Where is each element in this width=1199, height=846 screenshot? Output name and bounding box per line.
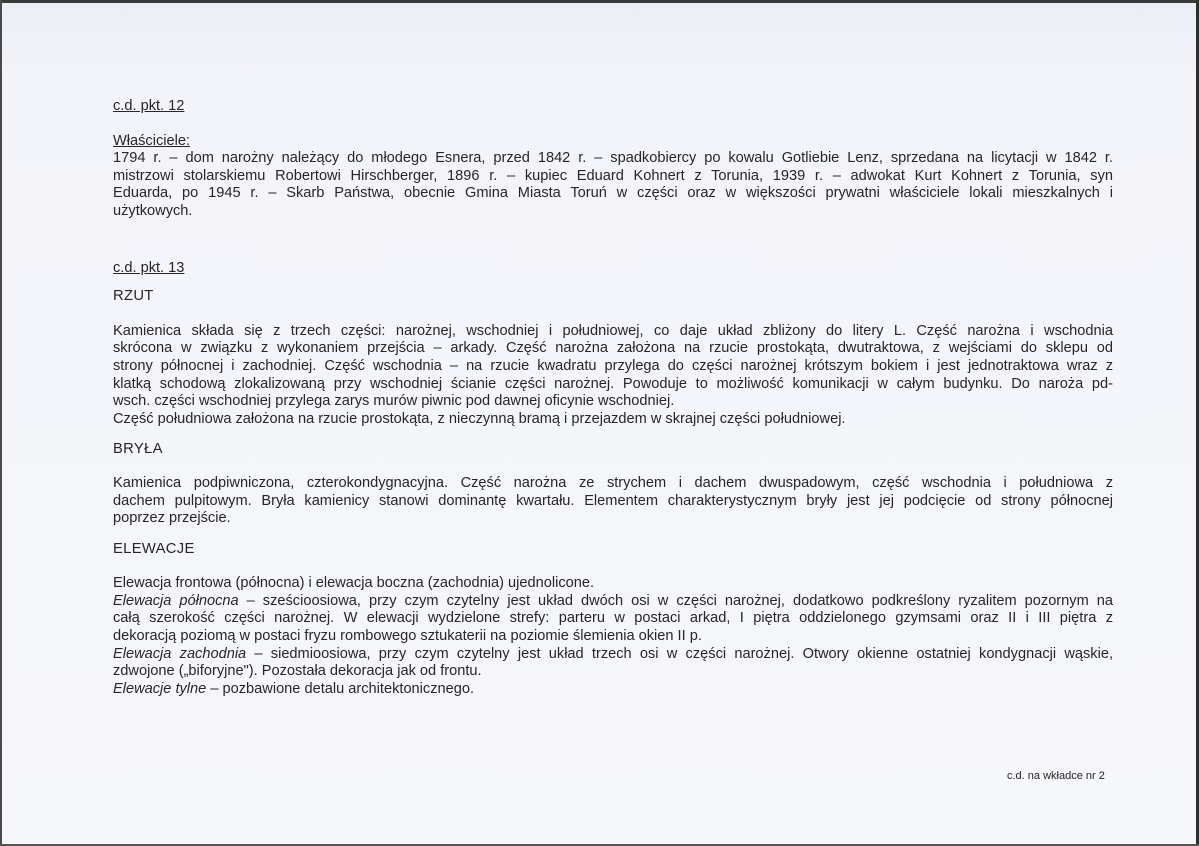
elevation-west-line: zdwojone („biforyjne"). Pozostała dekoracja jak od frontu. bbox=[113, 663, 482, 680]
continuation-note: c.d. na wkładce nr 2 bbox=[1007, 770, 1105, 782]
elevation-west-line bbox=[113, 646, 1113, 664]
bryla-line: Kamienica podpiwniczona, czterokondygnacyjna. Część narożna ze strychem i dachem dwuspadowym, część wschodnia i południowa z bbox=[113, 474, 1113, 491]
owners-line: 1794 r. – dom narożny należący do młodego Esnera, przed 1842 r. – spadkobiercy po kowalu Gotliebie Lenz, sprzedana na licytacji w 1842 r. bbox=[113, 150, 1113, 167]
heading-rzut: RZUT bbox=[113, 288, 154, 305]
owners-line: użytkowych. bbox=[113, 202, 193, 219]
owners-line: mistrzowi stolarskiemu Robertowi Hirschberger, 1896 r. – kupiec Eduard Kohnert z Torunia, 1939 r. – adwokat Kurt Kohnert z Torunia, syn bbox=[113, 167, 1113, 184]
rzut-line: wsch. części wschodniej przylega zarys murów piwnic pod dawnej oficynie wschodniej. bbox=[113, 393, 675, 410]
section-ref-pkt13: c.d. pkt. 13 bbox=[113, 259, 185, 276]
elevation-north-line: dekoracją poziomą w postaci fryzu rombowego sztukaterii na poziomie ślemienia okien II p. bbox=[113, 628, 702, 645]
rzut-line: Kamienica składa się z trzech części: narożnej, wschodniej i południowej, co daje układ zbliżony do litery L. Część narożna i wschodnia bbox=[113, 322, 1113, 339]
rzut-line: klatką schodową zlokalizowaną przy wschodniej ścianie części narożnej. Powoduje to możliwość komunikacji w całym budynku. Do naroża pd- bbox=[113, 375, 1113, 392]
owners-line: Eduarda, po 1945 r. – Skarb Państwa, obecnie Gmina Miasta Toruń w części oraz w większości prywatni właściciele lokali mieszkalnych i bbox=[113, 185, 1113, 202]
elevation-north-line: całą szerokość części narożnej. W elewacji wydzielone strefy: parteru w postaci arkad, I piętra oddzielonego gzymsami oraz II i III piętra z bbox=[113, 610, 1113, 627]
bryla-line: poprzez przejście. bbox=[113, 510, 231, 527]
rzut-line: strony północnej i zachodniej. Część wschodnia – na rzucie kwadratu przylega do części narożnej krótszym bokiem i jest jednotraktowa wraz z bbox=[113, 357, 1113, 374]
elevation-rear-label: Elewacje tylne bbox=[113, 680, 207, 697]
rzut-line: skrócona w związku z wykonaniem przejścia – arkady. Część narożna założona na rzucie prostokąta, dwutraktowa, z wejściami do sklepu od bbox=[113, 340, 1113, 357]
bryla-line: dachem pulpitowym. Bryła kamienicy stanowi dominantę kwartału. Elementem charakterystycznym bryły jest jej podcięcie od strony północnej bbox=[113, 492, 1113, 509]
elevation-north-text: – sześcioosiowa, przy czym czytelny jest układ dwóch osi w części narożnej, dodatkowo podkreślony ryzalitem pozornym na bbox=[238, 592, 1113, 609]
scan-edge-top bbox=[0, 0, 1199, 3]
document-body bbox=[113, 98, 1113, 698]
heading-elewacje: ELEWACJE bbox=[113, 540, 195, 557]
elevation-west-text: – siedmioosiowa, przy czym czytelny jest układ trzech osi w części narożnej. Otwory okienne ostatniej kondygnacji wąskie, bbox=[246, 645, 1113, 662]
elevation-rear-text: – pozbawione detalu architektonicznego. bbox=[206, 680, 475, 697]
elevation-north-line bbox=[113, 593, 1113, 611]
owners-label: Właściciele: bbox=[113, 132, 191, 149]
elewacje-intro: Elewacja frontowa (północna) i elewacja boczna (zachodnia) ujednolicone. bbox=[113, 575, 595, 592]
section-ref-pkt12: c.d. pkt. 12 bbox=[113, 98, 185, 114]
elevation-north-label: Elewacja północna bbox=[113, 592, 239, 609]
elevation-rear-line bbox=[113, 681, 1113, 699]
scan-edge-left bbox=[0, 0, 2, 846]
rzut-line: Część południowa założona na rzucie prostokąta, z nieczynną bramą i przejazdem w skrajnej części południowej. bbox=[113, 410, 846, 427]
heading-bryla: BRYŁA bbox=[113, 441, 163, 458]
elevation-west-label: Elewacja zachodnia bbox=[113, 645, 247, 662]
